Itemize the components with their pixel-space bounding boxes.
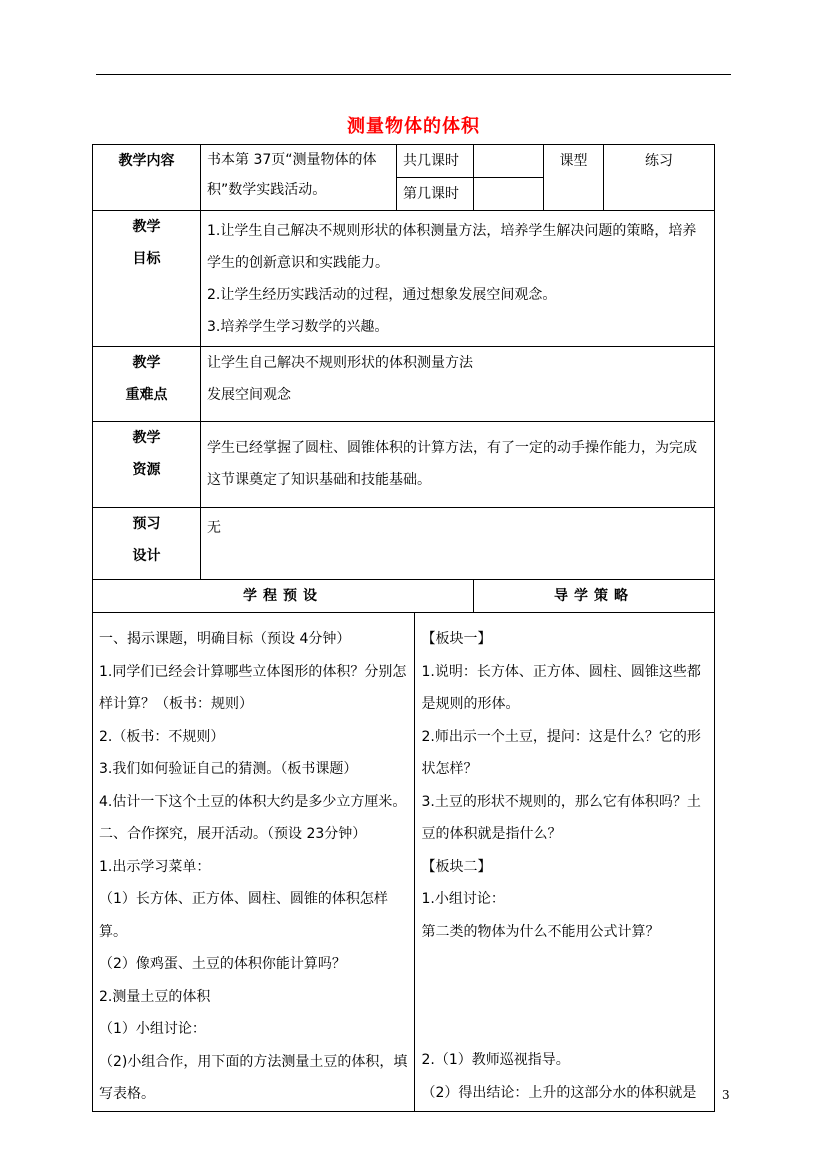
key-point-line: 发展空间观念 <box>207 387 291 403</box>
process-right-header: 导学策略 <box>474 580 715 613</box>
process-right-column <box>415 613 714 1111</box>
goal-item: 2.让学生经历实践活动的过程，通过想象发展空间观念。 <box>207 287 557 303</box>
strategy-line: 1.说明：长方体、正方体、圆柱、圆锥这些都是规则的形体。 <box>421 663 701 712</box>
process-line: 3.我们如何验证自己的猜测。（板书课题） <box>99 761 358 777</box>
resources-label: 教学 资源 <box>93 422 201 508</box>
spacer <box>421 948 708 980</box>
spacer <box>421 1012 708 1044</box>
process-line: （1）长方体、正方体、圆柱、圆锥的体积怎样算。 <box>99 891 388 940</box>
goal-item: 1.让学生自己解决不规则形状的体积测量方法，培养学生解决问题的策略，培养学生的创新意识和实践能力。 <box>207 223 697 271</box>
document-title: 测量物体的体积 <box>347 116 480 137</box>
spacer <box>421 980 708 1012</box>
strategy-line: 【板块一】 <box>421 631 492 647</box>
process-line: 2.测量土豆的体积 <box>99 988 211 1005</box>
lesson-type-value: 练习 <box>604 145 715 211</box>
goal-item: 3.培养学生学习数学的兴趣。 <box>207 319 389 335</box>
process-line: 2.（板书：不规则） <box>99 728 225 745</box>
goals-label: 教学 目标 <box>93 211 201 347</box>
process-line: 二、合作探究，展开活动。（预设 23分钟） <box>99 826 367 842</box>
process-line: 1.同学们已经会计算哪些立体图形的体积？分别怎样计算？（板书：规则） <box>99 663 407 712</box>
strategy-line: 1.小组讨论： <box>421 891 505 907</box>
preview-label: 预习 设计 <box>93 508 201 580</box>
process-line: （1）小组讨论： <box>99 1021 206 1037</box>
process-line: 4.估计一下这个土豆的体积大约是多少立方厘米。 <box>99 793 407 810</box>
page-number: 3 <box>722 1088 730 1102</box>
process-left-header: 学程预设 <box>93 580 474 613</box>
header-rule <box>96 74 731 75</box>
process-line: 一、揭示课题，明确目标（预设 4分钟） <box>99 631 351 647</box>
resources-content: 学生已经掌握了圆柱、圆锥体积的计算方法，有了一定的动手操作能力，为完成这节课奠定了知识基础和技能基础。 <box>201 422 715 508</box>
strategy-line: 2.师出示一个土豆，提问：这是什么？它的形状怎样？ <box>421 728 701 777</box>
process-line: 1.出示学习菜单： <box>99 858 211 875</box>
nth-lesson-value <box>474 178 544 211</box>
key-points-content <box>201 347 715 422</box>
key-point-line: 让学生自己解决不规则形状的体积测量方法 <box>207 355 473 371</box>
lesson-plan-table <box>92 144 715 1112</box>
process-line: （2)小组合作，用下面的方法测量土豆的体积，填写表格。 <box>99 1053 408 1102</box>
content-label: 教学内容 <box>93 145 201 211</box>
process-line: （2）像鸡蛋、土豆的体积你能计算吗？ <box>99 956 346 972</box>
total-lessons-label: 共几课时 <box>397 145 474 178</box>
preview-content: 无 <box>201 508 715 580</box>
process-left-column <box>93 613 415 1111</box>
content-text: 书本第 37页“测量物体的体积”数学实践活动。 <box>201 145 397 211</box>
strategy-line: 3.土豆的形状不规则的，那么它有体积吗？土豆的体积就是指什么？ <box>421 793 701 842</box>
process-body <box>93 613 715 1112</box>
lesson-type-label: 课型 <box>544 145 604 211</box>
strategy-line: 第二类的物体为什么不能用公式计算？ <box>421 923 660 940</box>
total-lessons-value <box>474 145 544 178</box>
strategy-line: 2.（1）教师巡视指导。 <box>421 1052 570 1068</box>
nth-lesson-label: 第几课时 <box>397 178 474 211</box>
goals-content <box>201 211 715 347</box>
strategy-line: （2）得出结论：上升的这部分水的体积就是 <box>421 1084 697 1101</box>
strategy-line: 【板块二】 <box>421 858 492 875</box>
key-points-label: 教学 重难点 <box>93 347 201 422</box>
